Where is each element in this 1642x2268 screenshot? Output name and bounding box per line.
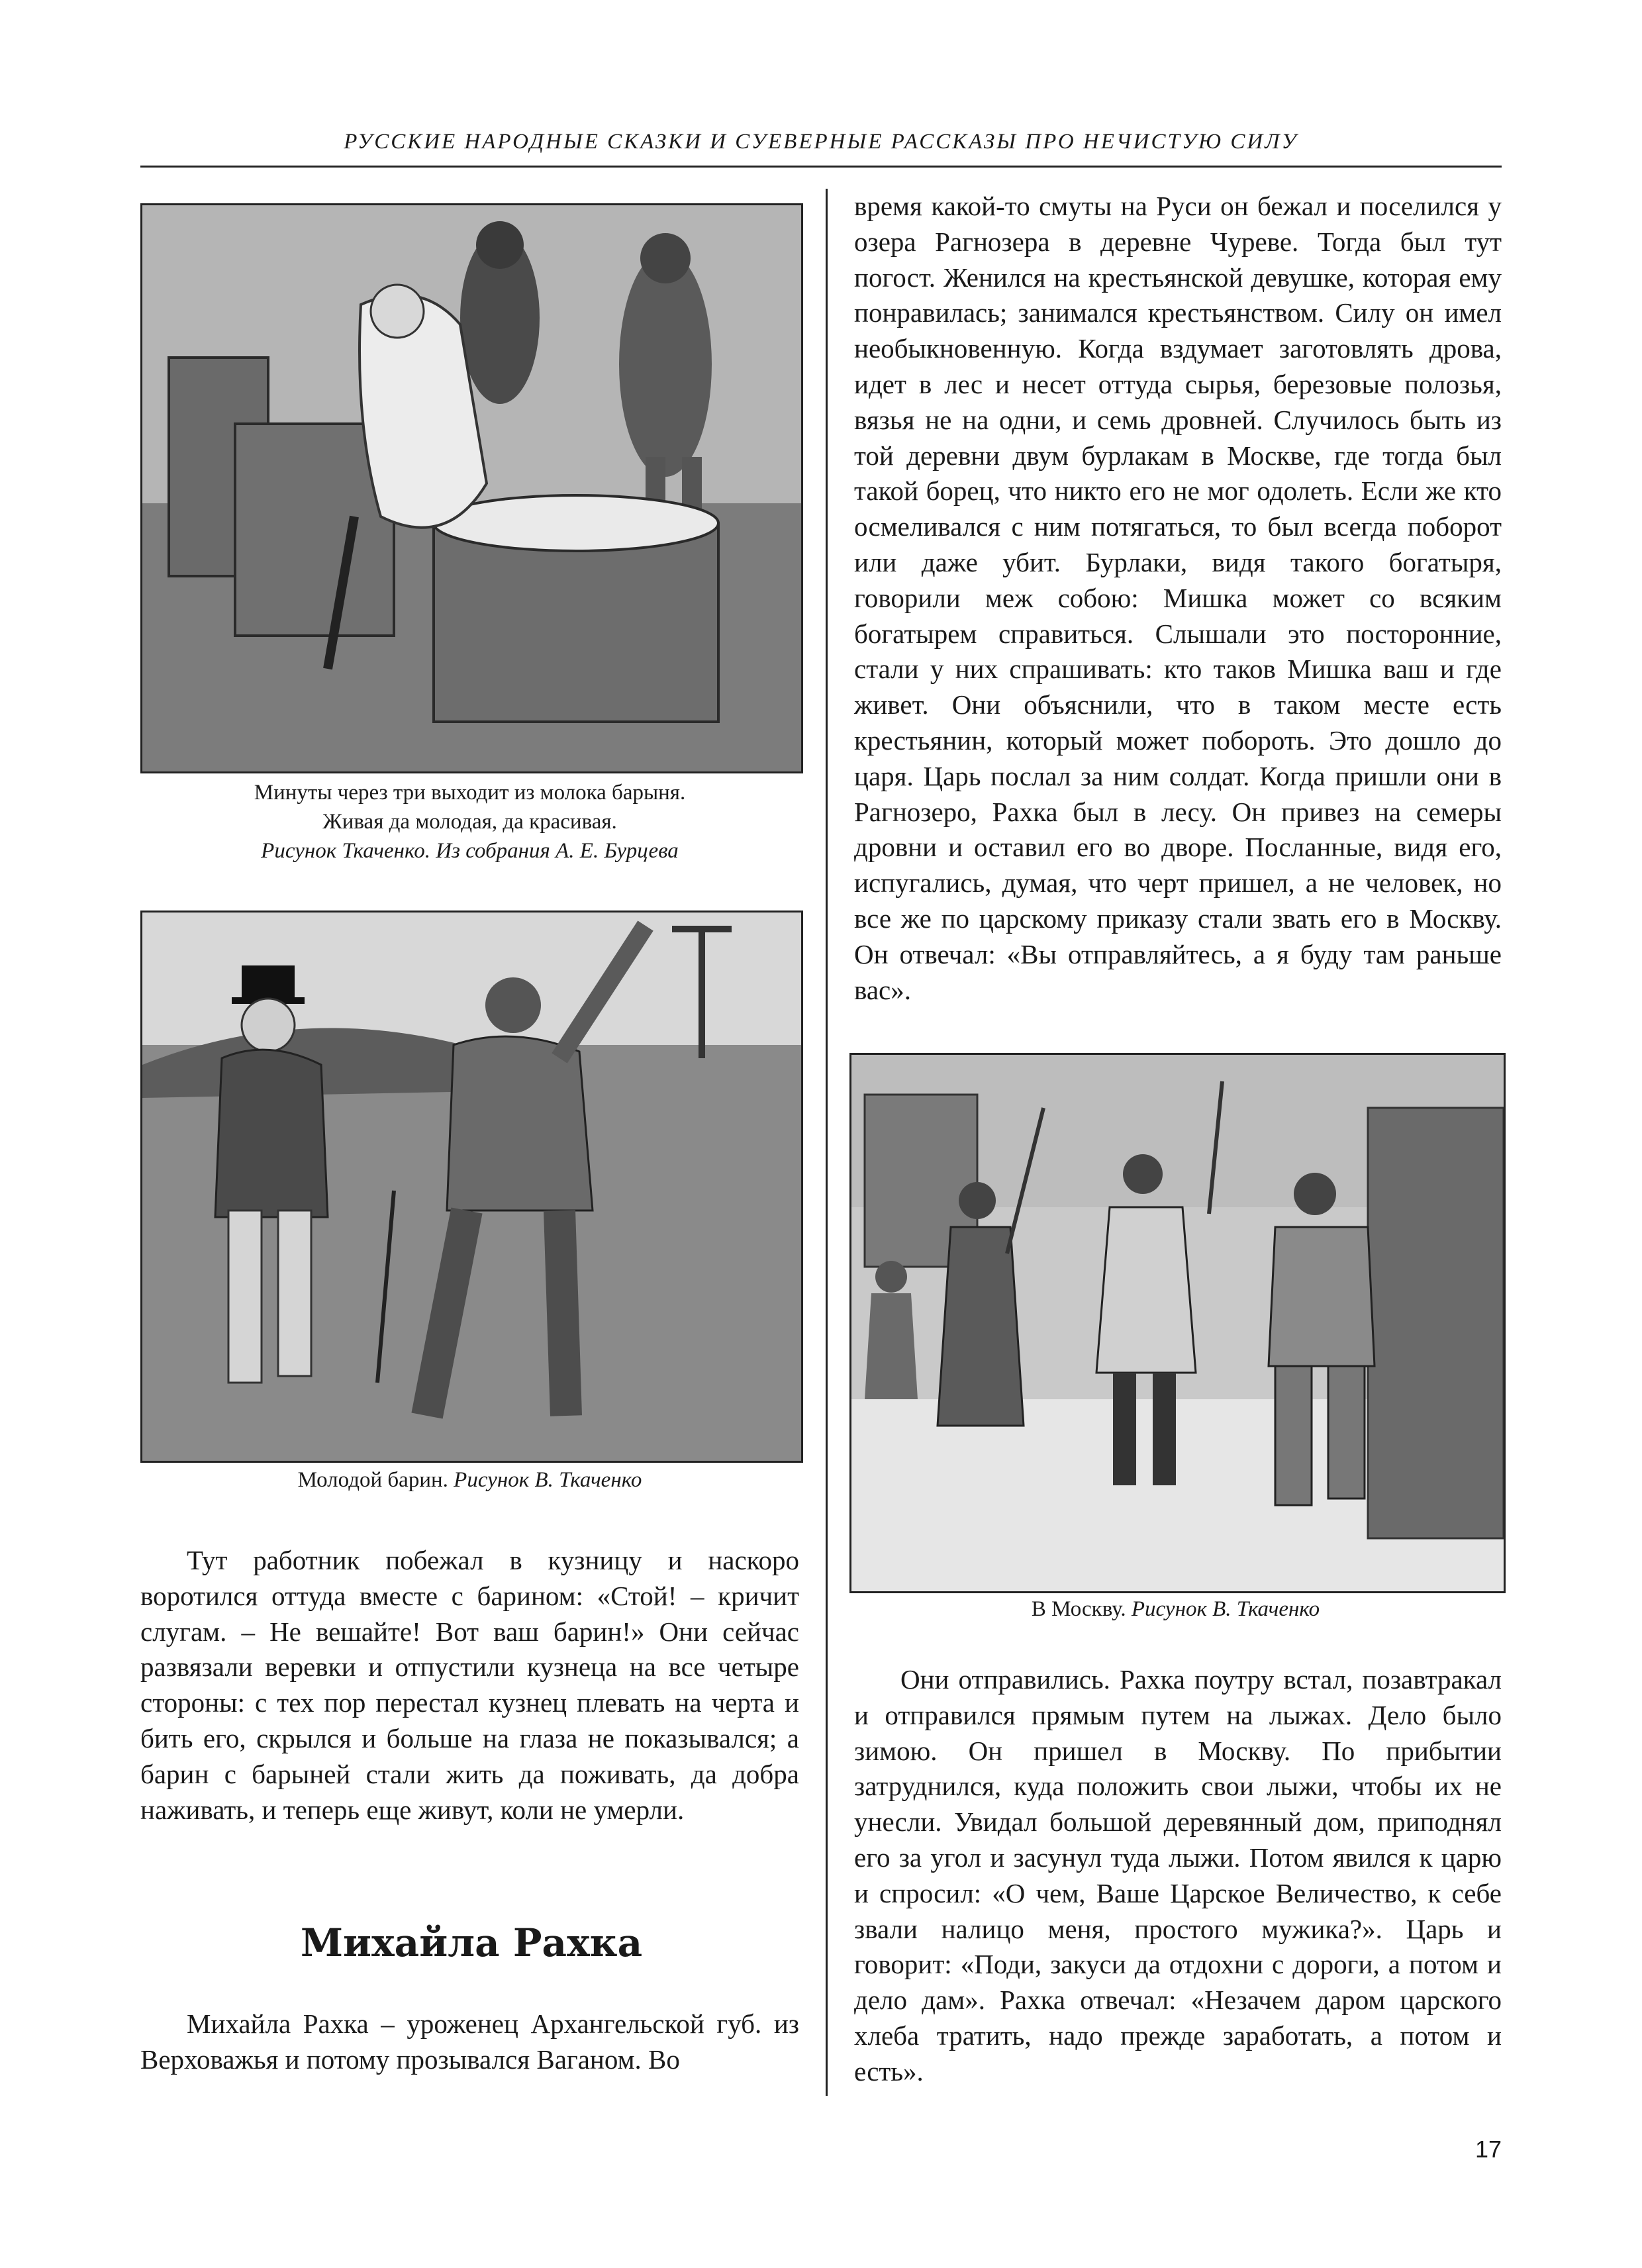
caption-text: В Москву.	[1031, 1597, 1132, 1621]
right-continuation	[854, 189, 1502, 1008]
caption-line: Живая да молодая, да красивая.	[322, 810, 617, 834]
header-rule	[140, 166, 1502, 168]
left-paragraph	[140, 1543, 799, 1828]
figure-3-caption	[849, 1595, 1502, 1624]
caption-credit: Рисунок В. Ткаченко	[1131, 1597, 1320, 1621]
running-header: РУССКИЕ НАРОДНЫЕ СКАЗКИ И СУЕВЕРНЫЕ РАССКАЗЫ ПРО НЕЧИСТУЮ СИЛУ	[344, 130, 1298, 154]
page-number: 17	[1474, 2136, 1502, 2163]
illustration-to-moscow	[849, 1053, 1506, 1593]
illustration-young-master	[140, 911, 803, 1463]
caption-text: Молодой барин.	[297, 1468, 454, 1492]
left-intro	[140, 2006, 799, 2078]
body-paragraph: Они отправились. Рахка поутру встал, позавтракал и отправился прямым путем на лыжах. Дело было зимою. Он пришел в Москву. По прибытии затруднился, куда положить свои лыжи, чтобы их не унесли. Увидал большой деревянный дом, приподнял его за угол и засунул туда лыжи. Потом явился к царю и спросил: «О чем, Ваше Царское Величество, к себе звали налицо меня, простого мужика?». Царь и говорит: «Поди, закуси да отдохни с дороги, а потом и дело дам». Рахка отвечал: «Незачем даром царского хлеба тратить, надо прежде заработать, а потом и есть».	[854, 1664, 1502, 2087]
caption-credit: Рисунок В. Ткаченко	[454, 1468, 642, 1492]
figure-2-caption	[140, 1465, 799, 1495]
body-paragraph: время какой-то смуты на Руси он бежал и поселился у озера Рагнозера в деревне Чуреве. Тогда был тут погост. Женился на крестьянской девушке, которая ему понравилась; занимался крестьянством. Силу он имел необыкновенную. Когда вздумает заготовлять дрова, идет в лес и несет оттуда сырья, березовые полозья, вязья не на одни, и семь дровней. Случилось быть из той деревни двум бурлакам в Москве, где тогда был такой борец, что никто его не мог одолеть. Если же кто осмеливался с ним потягаться, то был всегда поборот или даже убит. Бурлаки, видя такого богатыря, говорили меж собою: Мишка может со всяким богатырем справиться. Слышали это посторонние, стали у них спрашивать: кто таков Мишка ваш и где живет. Они объяснили, что в таком месте есть крестьянин, который может побороть. Это дошло до царя. Царь послал за ним солдат. Когда пришли они в Рагнозеро, Рахка был в лесу. Он привез на семеры дровни и оставил его во дворе. Посланные, видя его, испугались, думая, что черт пришел, а не человек, но все же по царскому приказу стали звать его в Москву. Он отвечал: «Вы отправляйтесь, а я буду там раньше вас».	[854, 191, 1502, 1005]
column-divider	[826, 189, 828, 2096]
body-paragraph: Михайла Рахка – уроженец Архангельской губ. из Верховажья и потому прозывался Ваганом. Во	[140, 2008, 799, 2075]
right-paragraph-2	[854, 1662, 1502, 2090]
caption-credit: Рисунок Ткаченко. Из собрания А. Е. Бурцева	[261, 839, 679, 863]
figure-1-caption	[140, 778, 799, 865]
illustration-lady-from-milk-tub	[140, 203, 803, 773]
caption-line: Минуты через три выходит из молока барыня.	[254, 781, 686, 805]
body-paragraph: Тут работник побежал в кузницу и наскоро воротился оттуда вместе с барином: «Стой! – кричит слугам. – Не вешайте! Вот ваш барин!» Они сейчас развязали веревки и отпустили кузнеца на все четыре стороны: с тех пор перестал кузнец плевать на черта и бить его, скрылся и больше на глаза не показывался; а барин с барыней стали жить да поживать, да добра наживать, и теперь еще живут, коли не умерли.	[140, 1545, 799, 1825]
section-heading: Михайла Рахка	[300, 1920, 643, 1965]
